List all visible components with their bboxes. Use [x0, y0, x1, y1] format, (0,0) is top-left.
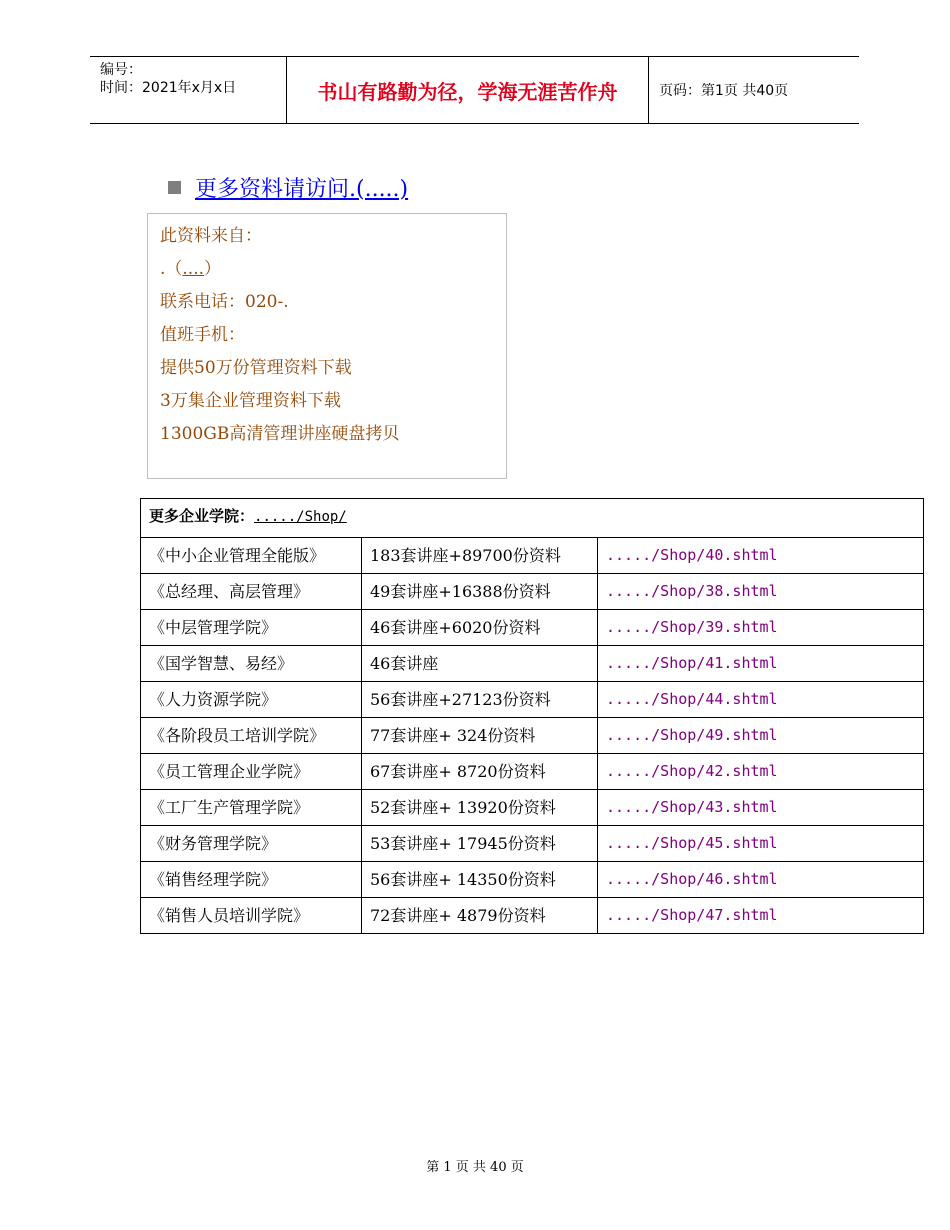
table-row [141, 790, 924, 826]
square-bullet-icon [168, 181, 181, 194]
table-header-label: 更多企业学院： [149, 507, 255, 525]
course-link[interactable]: ...../Shop/49.shtml [598, 718, 924, 754]
table-row [141, 826, 924, 862]
offer-line-3: 1300GB高清管理讲座硬盘拷贝 [160, 424, 400, 444]
source-site-link[interactable]: .... [182, 259, 205, 279]
course-link[interactable]: ...../Shop/46.shtml [598, 862, 924, 898]
course-name: 《财务管理学院》 [141, 826, 362, 862]
course-content: 72套讲座+ 4879份资料 [362, 898, 598, 934]
doc-number-label: 编号： [100, 62, 142, 78]
course-name: 《销售经理学院》 [141, 862, 362, 898]
table-row [141, 574, 924, 610]
course-name: 《销售人员培训学院》 [141, 898, 362, 934]
source-line: 此资料来自： [160, 226, 262, 246]
source-site-line [160, 253, 506, 286]
course-link[interactable]: ...../Shop/44.shtml [598, 682, 924, 718]
more-resources [168, 172, 408, 203]
duty-mobile: 值班手机： [160, 325, 245, 345]
course-content: 67套讲座+ 8720份资料 [362, 754, 598, 790]
header-page-info: 页码：第1页 共40页 [659, 83, 789, 99]
course-content: 46套讲座+6020份资料 [362, 610, 598, 646]
table-header-row [141, 499, 924, 538]
course-link[interactable]: ...../Shop/45.shtml [598, 826, 924, 862]
table-row [141, 862, 924, 898]
table-row [141, 646, 924, 682]
table-row [141, 898, 924, 934]
course-content: 49套讲座+16388份资料 [362, 574, 598, 610]
course-name: 《人力资源学院》 [141, 682, 362, 718]
page-header [90, 56, 859, 124]
course-link[interactable]: ...../Shop/41.shtml [598, 646, 924, 682]
course-content: 53套讲座+ 17945份资料 [362, 826, 598, 862]
table-header-link[interactable]: ...../Shop/ [254, 509, 347, 525]
course-content: 183套讲座+89700份资料 [362, 538, 598, 574]
course-name: 《总经理、高层管理》 [141, 574, 362, 610]
course-name: 《中层管理学院》 [141, 610, 362, 646]
course-content: 46套讲座 [362, 646, 598, 682]
course-name: 《工厂生产管理学院》 [141, 790, 362, 826]
source-site-suffix: ） [204, 259, 222, 279]
course-content: 56套讲座+27123份资料 [362, 682, 598, 718]
course-link[interactable]: ...../Shop/40.shtml [598, 538, 924, 574]
table-row [141, 718, 924, 754]
header-motto: 书山有路勤为径，学海无涯苦作舟 [286, 57, 649, 123]
table-row [141, 610, 924, 646]
course-content: 52套讲座+ 13920份资料 [362, 790, 598, 826]
course-link[interactable]: ...../Shop/38.shtml [598, 574, 924, 610]
course-name: 《各阶段员工培训学院》 [141, 718, 362, 754]
table-row [141, 682, 924, 718]
more-resources-link[interactable]: 更多资料请访问.(.....) [195, 177, 409, 202]
doc-time: 时间：2021年x月x日 [100, 80, 237, 96]
course-link[interactable]: ...../Shop/47.shtml [598, 898, 924, 934]
source-info-box [147, 213, 507, 479]
table-row [141, 538, 924, 574]
header-meta [90, 57, 286, 123]
source-site-prefix: .（ [160, 259, 183, 279]
course-content: 56套讲座+ 14350份资料 [362, 862, 598, 898]
course-link[interactable]: ...../Shop/43.shtml [598, 790, 924, 826]
course-name: 《员工管理企业学院》 [141, 754, 362, 790]
course-name: 《国学智慧、易经》 [141, 646, 362, 682]
offer-line-1: 提供50万份管理资料下载 [160, 358, 352, 378]
course-name: 《中小企业管理全能版》 [141, 538, 362, 574]
course-content: 77套讲座+ 324份资料 [362, 718, 598, 754]
table-row [141, 754, 924, 790]
page-footer: 第 1 页 共 40 页 [426, 1160, 524, 1175]
courses-table [140, 498, 924, 934]
course-link[interactable]: ...../Shop/42.shtml [598, 754, 924, 790]
table-header-cell [141, 499, 924, 538]
offer-line-2: 3万集企业管理资料下载 [160, 391, 341, 411]
course-link[interactable]: ...../Shop/39.shtml [598, 610, 924, 646]
contact-phone: 联系电话：020-. [160, 292, 289, 312]
